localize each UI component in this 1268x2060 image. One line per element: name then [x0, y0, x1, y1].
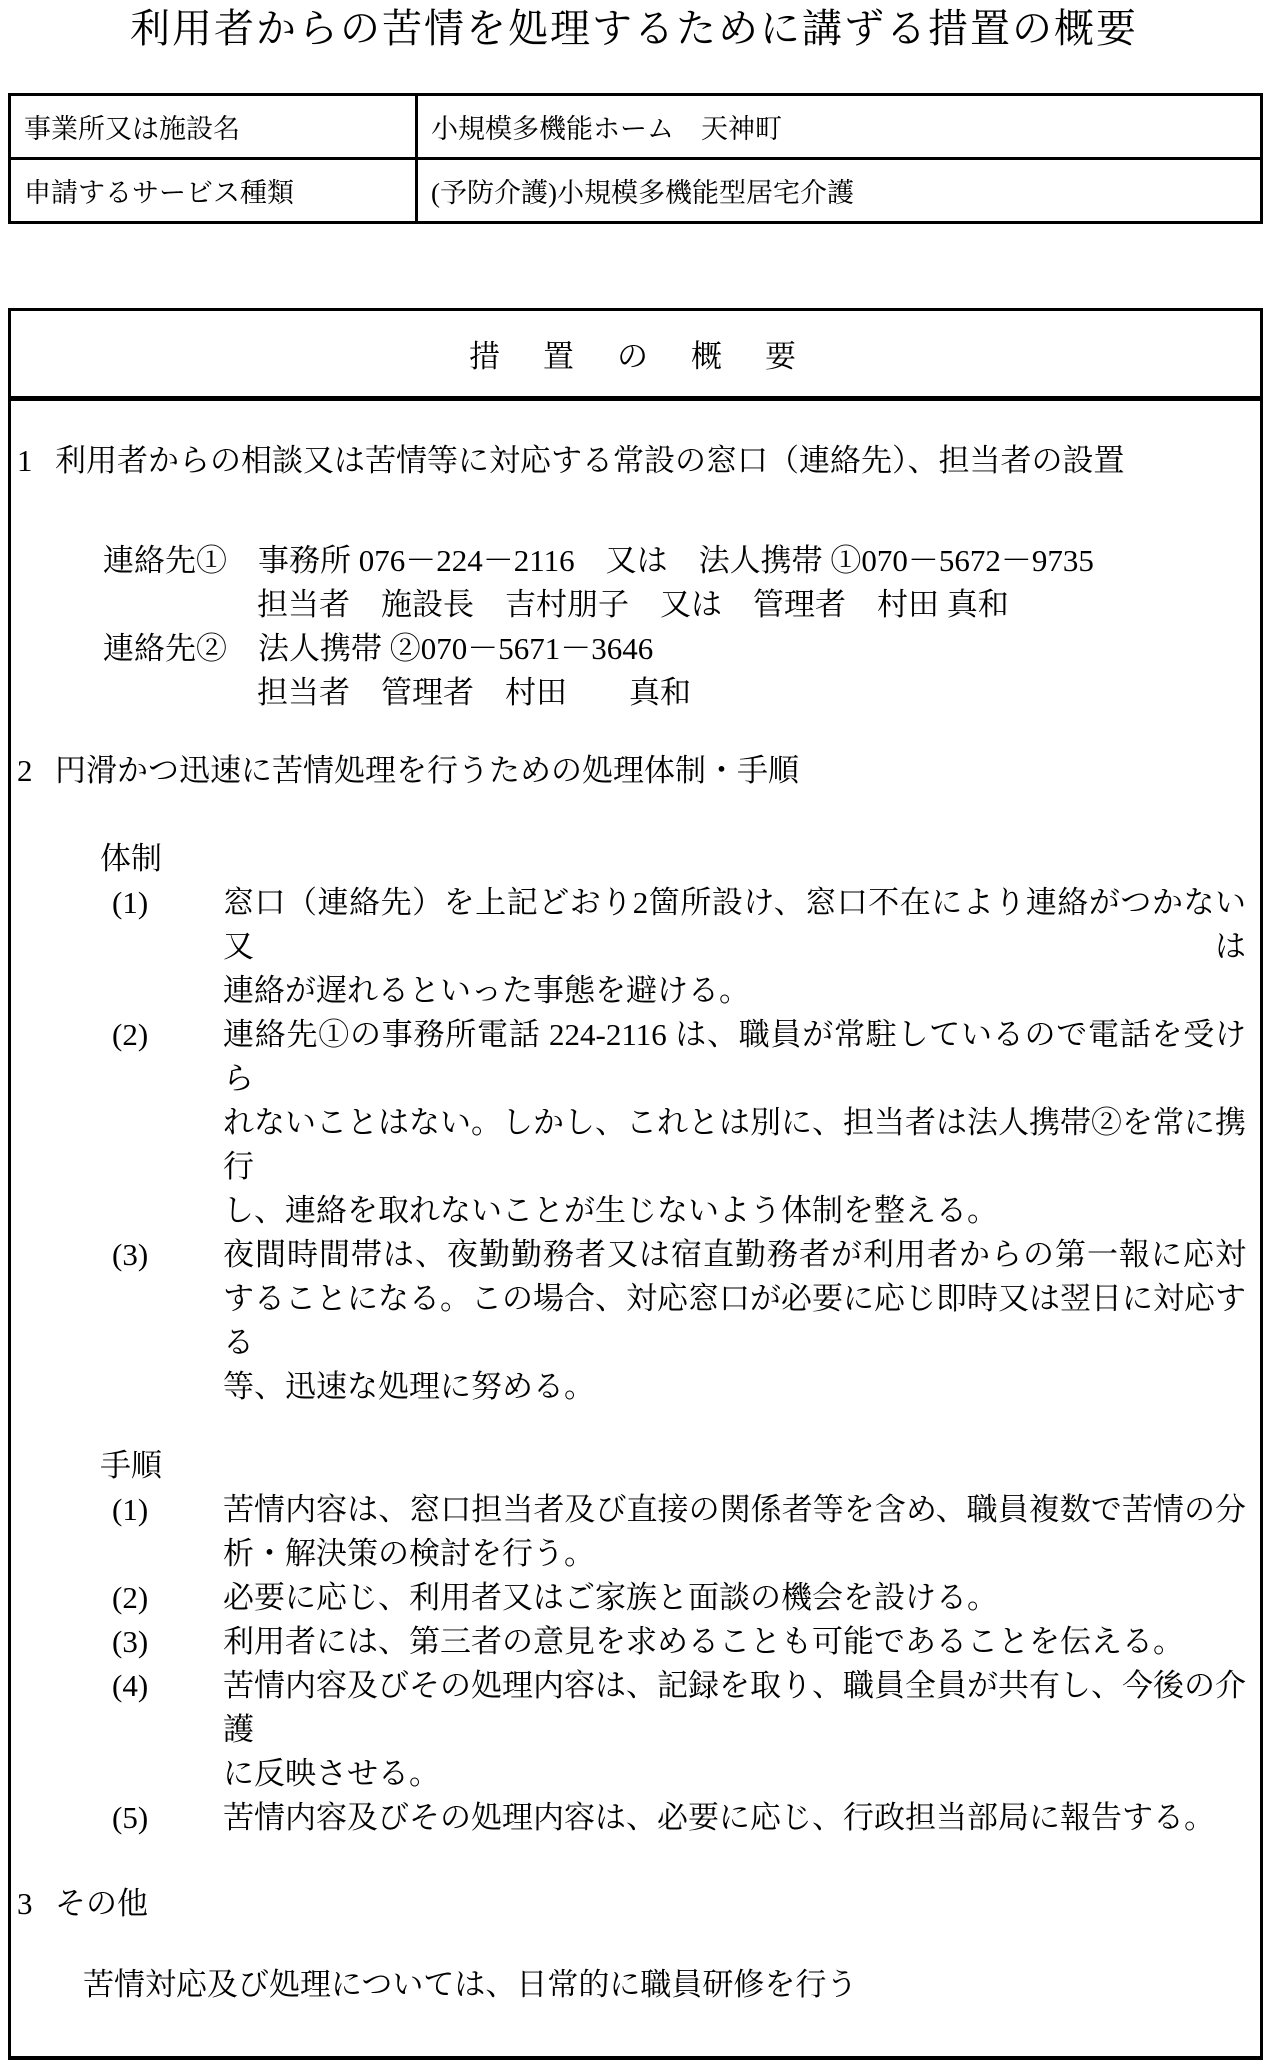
- item-text: [223, 1233, 1246, 1409]
- section-3-heading: [17, 1882, 1246, 1926]
- spacer: [17, 1926, 1246, 1963]
- section-1-number: 1: [17, 443, 33, 478]
- item-line: し、連絡を取れないことが生じないよう体制を整える。: [223, 1193, 998, 1228]
- item-line: 析・解決策の検討を行う。: [223, 1536, 595, 1571]
- measures-box: [8, 308, 1263, 2060]
- document-page: [0, 5, 1268, 2060]
- taisei-item-2: [17, 1013, 1246, 1233]
- taisei-item-3: [17, 1233, 1246, 1409]
- section-1-heading: [17, 439, 1246, 483]
- item-number: (1): [112, 1492, 149, 1527]
- taisei-item-1: [17, 881, 1246, 1013]
- section-2-title: 円滑かつ迅速に苦情処理を行うための処理体制・手順: [55, 753, 799, 788]
- section-3-body: 苦情対応及び処理については、日常的に職員研修を行う: [83, 1967, 858, 2002]
- item-line: 窓口（連絡先）を上記どおり2箇所設け、窓口不在により連絡がつかない又は: [223, 885, 1246, 964]
- item-text: [223, 1796, 1246, 1840]
- spacer: [17, 483, 1246, 539]
- tejun-item-1: [17, 1488, 1246, 1576]
- item-line: 苦情内容及びその処理内容は、必要に応じ、行政担当部局に報告する。: [223, 1800, 1215, 1835]
- table-row: [10, 159, 1262, 223]
- table-row: [10, 95, 1262, 159]
- item-line: 苦情内容は、窓口担当者及び直接の関係者等を含め、職員複数で苦情の分: [223, 1492, 1246, 1527]
- item-line: 連絡先①の事務所電話 224-2116 は、職員が常駐しているので電話を受けら: [223, 1017, 1246, 1096]
- tejun-label: 手順: [100, 1448, 162, 1483]
- item-line: に反映させる。: [223, 1756, 440, 1791]
- item-text: [223, 1576, 1246, 1620]
- facility-name-value: 小規模多機能ホーム 天神町: [417, 95, 1262, 159]
- section-2-number: 2: [17, 753, 33, 788]
- contact-1-person: 担当者 施設長 吉村朋子 又は 管理者 村田 真和: [257, 587, 1009, 622]
- item-line: 夜間時間帯は、夜勤勤務者又は宿直勤務者が利用者からの第一報に応対: [223, 1237, 1246, 1272]
- section-2-heading: [17, 749, 1246, 793]
- contact-2-person: 担当者 管理者 村田 真和: [257, 675, 691, 710]
- item-number: (2): [112, 1580, 149, 1615]
- service-type-label: 申請するサービス種類: [10, 159, 417, 223]
- item-line: 必要に応じ、利用者又はご家族と面談の機会を設ける。: [223, 1580, 998, 1615]
- taisei-label: 体制: [100, 841, 162, 876]
- item-text: [223, 1488, 1246, 1576]
- contact-2-line: 連絡先② 法人携帯 ②070－5671－3646: [103, 631, 654, 666]
- tejun-item-2: [17, 1576, 1246, 1620]
- item-number: (3): [112, 1237, 149, 1272]
- item-line: することになる。この場合、対応窓口が必要に応じ即時又は翌日に対応する: [223, 1281, 1246, 1360]
- item-number: (3): [112, 1624, 149, 1659]
- item-line: れないことはない。しかし、これとは別に、担当者は法人携帯②を常に携行: [223, 1105, 1246, 1184]
- measures-box-content: [11, 401, 1260, 2056]
- item-text: [223, 1664, 1246, 1796]
- item-line: 苦情内容及びその処理内容は、記録を取り、職員全員が共有し、今後の介護: [223, 1668, 1246, 1747]
- tejun-item-3: [17, 1620, 1246, 1664]
- spacer: [17, 715, 1246, 749]
- contact-1-line: 連絡先① 事務所 076－224－2116 又は 法人携帯 ①070－5672－9735: [103, 543, 1094, 578]
- item-text: [223, 881, 1246, 1013]
- item-text: [223, 1620, 1246, 1664]
- section-3-number: 3: [17, 1886, 33, 1921]
- item-number: (1): [112, 885, 149, 920]
- item-line: 連絡が遅れるといった事態を避ける。: [223, 973, 750, 1008]
- tejun-item-5: [17, 1796, 1246, 1840]
- measures-box-header: 措 置 の 概 要: [11, 311, 1260, 401]
- document-title: 利用者からの苦情を処理するために講ずる措置の概要: [130, 6, 1138, 51]
- facility-info-table: [8, 93, 1263, 224]
- spacer: [17, 1409, 1246, 1444]
- service-type-value: (予防介護)小規模多機能型居宅介護: [417, 159, 1262, 223]
- spacer: [17, 793, 1246, 837]
- spacer: [17, 1840, 1246, 1882]
- item-number: (5): [112, 1800, 149, 1835]
- section-3-title: その他: [55, 1886, 148, 1921]
- item-number: (2): [112, 1017, 149, 1052]
- item-line: 利用者には、第三者の意見を求めることも可能であることを伝える。: [223, 1624, 1184, 1659]
- item-text: [223, 1013, 1246, 1233]
- item-line: 等、迅速な処理に努める。: [223, 1369, 595, 1404]
- tejun-item-4: [17, 1664, 1246, 1796]
- facility-name-label: 事業所又は施設名: [10, 95, 417, 159]
- item-number: (4): [112, 1668, 149, 1703]
- section-1-title: 利用者からの相談又は苦情等に対応する常設の窓口（連絡先）、担当者の設置: [55, 443, 1125, 478]
